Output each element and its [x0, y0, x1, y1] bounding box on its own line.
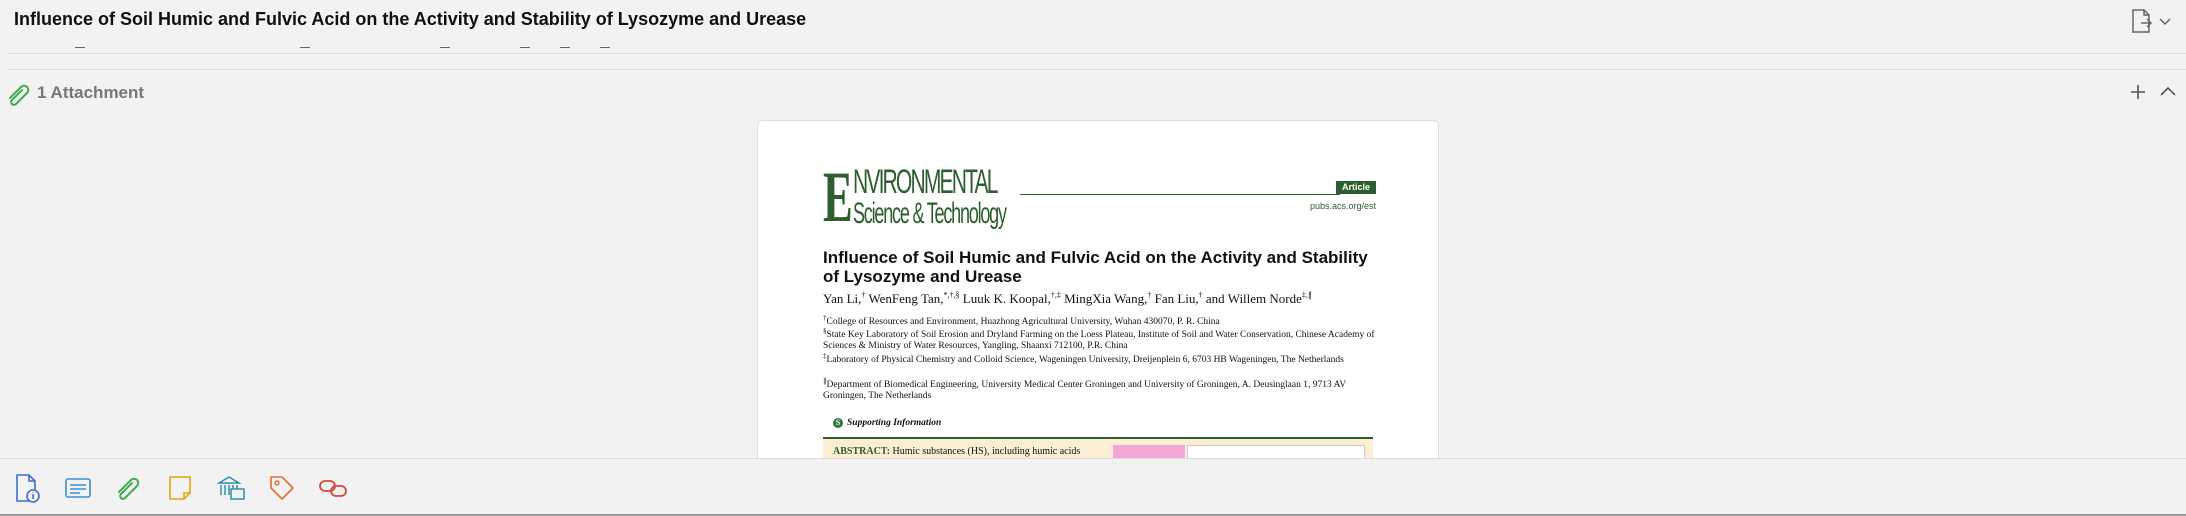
supporting-information — [833, 418, 941, 428]
article-badge: Article — [1336, 181, 1376, 194]
section-divider — [8, 53, 2186, 54]
section-divider — [8, 69, 2186, 70]
open-document-icon[interactable] — [2128, 8, 2154, 39]
author: and Willem Norde‡,∥ — [1205, 291, 1312, 307]
attachments-section-header[interactable] — [0, 80, 2186, 108]
related-icon[interactable] — [318, 473, 348, 503]
item-title[interactable]: Influence of Soil Humic and Fulvic Acid on the Activity and Stability of Lysozyme and Urease — [14, 9, 807, 29]
affiliation: ∥Department of Biomedical Engineering, University Medical Center Groningen and University of Groningen, A. Deusinglaan 1, 9713 AV Groningen, The Netherlands — [823, 377, 1346, 402]
supporting-info-label: Supporting Information — [847, 418, 942, 428]
header-rule — [1020, 194, 1340, 195]
author: Fan Liu,† — [1154, 291, 1203, 307]
abstract-icon[interactable] — [63, 473, 93, 503]
affiliation: †College of Resources and Environment, Huazhong Agricultural University, Wuhan 430070, P. R. China — [823, 314, 1220, 328]
attachments-actions — [2128, 82, 2178, 107]
attachments-icon[interactable] — [114, 473, 144, 503]
libraries-collections-icon[interactable] — [216, 473, 246, 503]
collapse-section-icon[interactable] — [2158, 82, 2178, 107]
paper-title: Influence of Soil Humic and Fulvic Acid on the Activity and Stability of Lysozyme and Urease — [823, 248, 1368, 286]
title-actions — [2128, 8, 2172, 39]
journal-logo-line2: Science & Technology — [853, 197, 1006, 230]
supporting-info-icon: S — [833, 418, 843, 428]
author: MingXia Wang,† — [1064, 291, 1152, 307]
journal-logo-line1: NVIRONMENTAL — [853, 163, 997, 201]
journal-url: pubs.acs.org/est — [1309, 201, 1376, 211]
notes-icon[interactable] — [165, 473, 195, 503]
journal-logo-letter: E — [823, 157, 853, 237]
journal-logo — [823, 157, 1013, 239]
add-attachment-icon[interactable] — [2128, 82, 2148, 107]
attachment-preview[interactable] — [757, 120, 1439, 462]
item-header — [0, 0, 2186, 44]
author: Yan Li,† — [823, 291, 866, 307]
author-list — [823, 291, 1312, 307]
info-icon[interactable] — [12, 473, 42, 503]
chevron-down-icon[interactable] — [2158, 14, 2172, 33]
section-navigation-bar — [0, 458, 2186, 516]
attachments-count-label: 1 Attachment — [37, 83, 145, 102]
author: Luuk K. Koopal,†,‡ — [962, 291, 1061, 307]
author: WenFeng Tan,*,†,§ — [868, 291, 960, 307]
affiliation: ‡Laboratory of Physical Chemistry and Colloid Science, Wageningen University, Dreijenplein 6, 6703 HB Wageningen, The Netherlands — [823, 352, 1344, 366]
paperclip-icon — [6, 82, 32, 111]
affiliation: §State Key Laboratory of Soil Erosion and Dryland Farming on the Loess Plateau, Institute of Soil and Water Conservation, Chinese Academy of Sciences & Ministry of Water Resources, Yangling, Shaanxi 712100, P.R. China — [823, 327, 1375, 352]
tags-icon[interactable] — [267, 473, 297, 503]
abstract-text: ABSTRACT: Humic substances (HS), including humic acids — [833, 446, 1081, 457]
